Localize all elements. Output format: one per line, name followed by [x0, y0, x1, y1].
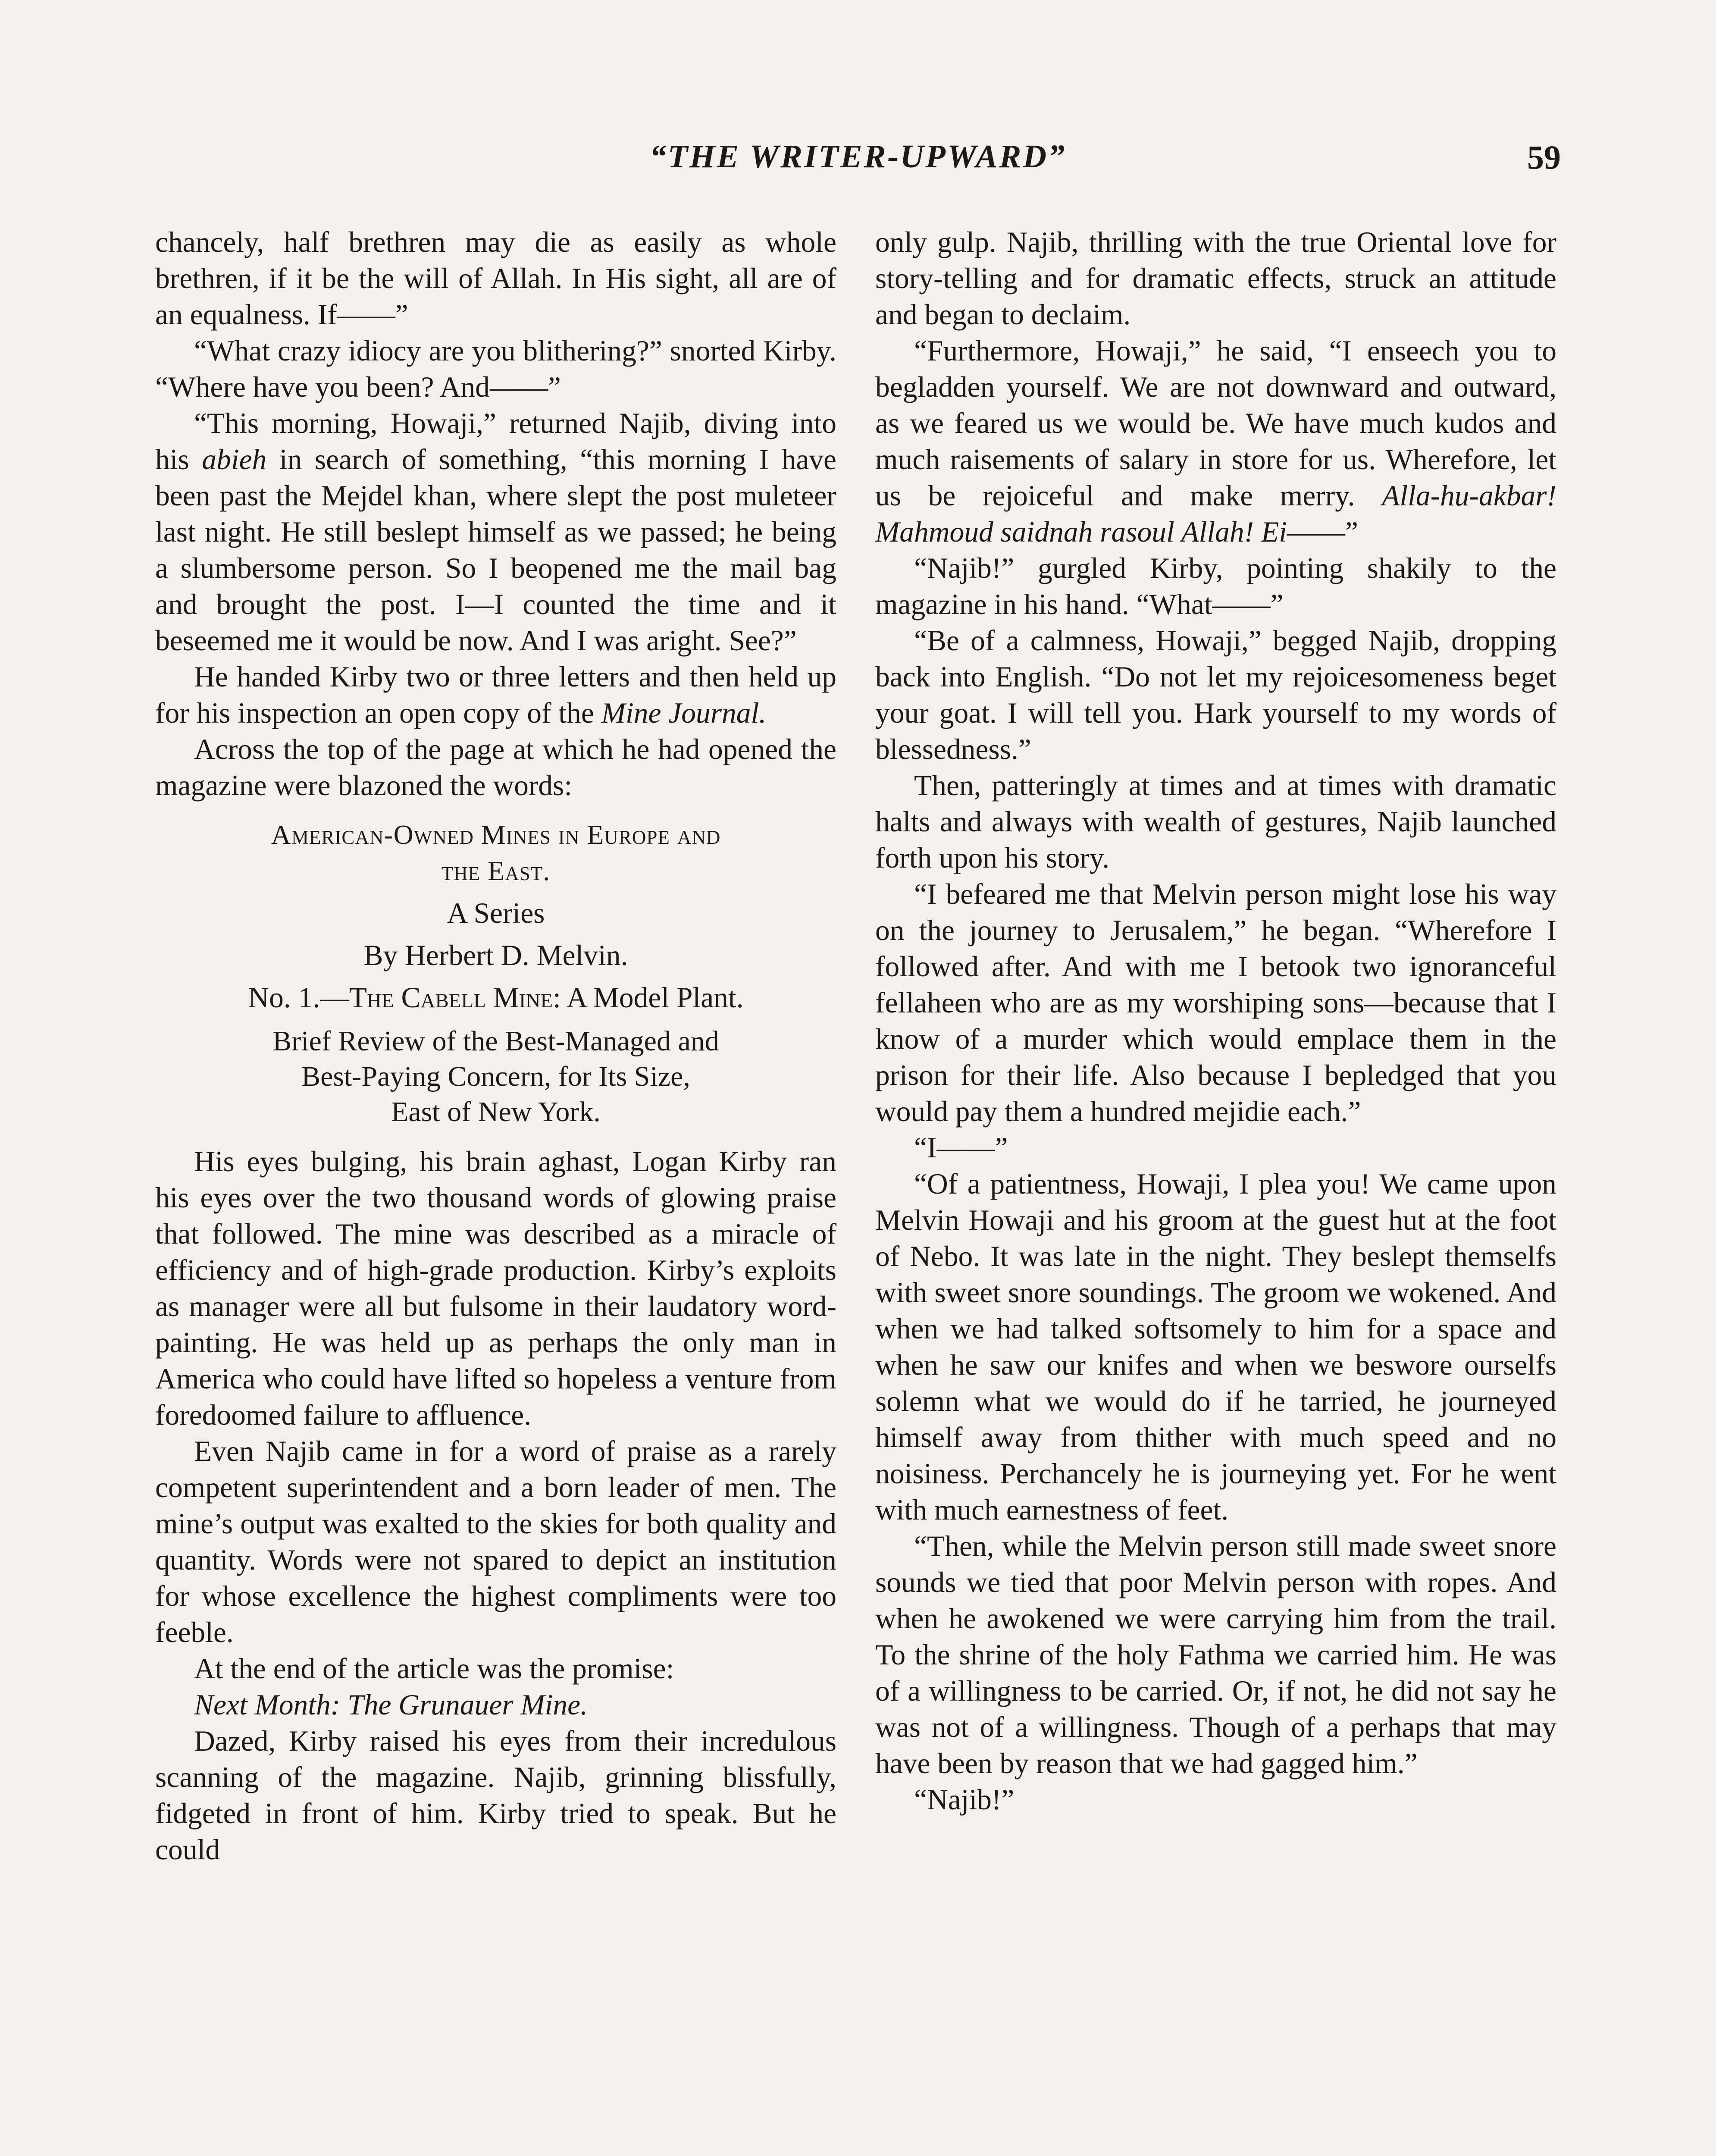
- summary-line: Best-Paying Concern, for Its Size,: [301, 1061, 690, 1092]
- paragraph: “Najib!” gurgled Kirby, pointing shakily to the magazine in his hand. “What——”: [875, 552, 1556, 620]
- page-header: [155, 138, 1561, 185]
- paragraph: [875, 333, 1556, 550]
- page-number: 59: [1527, 138, 1561, 176]
- paragraph: chancely, half brethren may die as easily as whole brethren, if it be the will of Allah. In His sight, all are of an equalness. If——”: [155, 226, 836, 331]
- paragraph: “I——”: [914, 1131, 1008, 1164]
- paragraph: “Najib!”: [914, 1783, 1015, 1816]
- paragraph: Across the top of the page at which he had opened the magazine were blazoned the words:: [155, 733, 836, 802]
- paragraph: only gulp. Najib, thrilling with the true Oriental love for story-telling and for dramatic effects, struck an attitude and began to declaim.: [875, 226, 1556, 331]
- text-run: in search of something, “this morning I have been past the Mejdel khan, where slept the post muleteer last night. He still beslept himself as we passed; he being a slumbersome person. So I beopened me the mail bag and brought the post. I—I counted the time and it beseemed me it would be now. And I was aright. See?”: [155, 443, 836, 657]
- paragraph: “Of a patientness, Howaji, I plea you! We came upon Melvin Howaji and his groom at the guest hut at the foot of Nebo. It was late in the night. They beslept themselfs with sweet snore soundings. The groom we wokened. And when we had talked softsomely to him for a space and when he saw our knifes and when we beswore ourselfs solemn what we would do if he tarried, he journeyed himself away from thither with much speed and no noisiness. Perchancely he is journeying yet. For he went with much earnestness of feet.: [875, 1168, 1556, 1526]
- paragraph: Dazed, Kirby raised his eyes from their incredulous scanning of the magazine. Najib, grinning blissfully, fidgeted in front of him. Kirby tried to speak. But he could: [155, 1725, 836, 1866]
- article-subtitle: [155, 980, 836, 1016]
- text-run: The Cabell Mine: [349, 981, 553, 1014]
- paragraph: At the end of the article was the promise:: [194, 1652, 674, 1685]
- paragraph: His eyes bulging, his brain aghast, Logan Kirby ran his eyes over the two thousand words of glowing praise that followed. The mine was described as a miracle of efficiency and of high-grade production. Kirby’s exploits as manager were all but fulsome in their laudatory word-painting. He was held up as perhaps the only man in America who could have lifted so hopeless a venture from foredoomed failure to affluence.: [155, 1145, 836, 1431]
- text-run: Alla-hu-akbar! Mahmoud saidnah rasoul Allah! Ei: [875, 479, 1556, 548]
- article-summary: [155, 1024, 836, 1130]
- text-run: ——”: [1287, 516, 1358, 548]
- running-title: “THE WRITER-UPWARD”: [649, 138, 1067, 175]
- text-run: abieh: [202, 443, 267, 476]
- paragraph: Next Month: The Grunauer Mine.: [194, 1689, 588, 1721]
- paragraph: “What crazy idiocy are you blithering?” snorted Kirby. “Where have you been? And——”: [155, 335, 836, 403]
- left-column: [155, 224, 836, 1868]
- paragraph: “Then, while the Melvin person still made sweet snore sounds we tied that poor Melvin person with ropes. And when he awokened we were carrying him from the trail. To the shrine of the holy Fathma we carried him. He was of a willingness to be carried. Or, if not, he did not say he was not of a willingness. Though of a perhaps that may have been by reason that we had gagged him.”: [875, 1530, 1556, 1780]
- article-byline: By Herbert D. Melvin.: [363, 939, 628, 971]
- paragraph: “I befeared me that Melvin person might lose his way on the journey to Jerusalem,” he began. “Wherefore I followed after. And with me I betook two ignoranceful fellaheen who are as my worshiping sons—because that I know of a murder which would emplace them in the prison for their life. Also because I bepledged that you would pay them a hundred mejidie each.”: [875, 878, 1556, 1128]
- text-run: No. 1.—: [248, 981, 349, 1014]
- text-run: “Furthermore, Howaji,” he said, “I enseech you to begladden yourself. We are not downward and outward, as we feared us we would be. We have much kudos and much raisements of salary in store for us. Wherefore, let us be rejoiceful and make merry.: [875, 335, 1556, 512]
- paragraph: “Be of a calmness, Howaji,” begged Najib, dropping back into English. “Do not let my rejoicesomeness beget your goat. I will tell you. Hark yourself to my words of blessedness.”: [875, 624, 1556, 765]
- article-title-line: American-Owned Mines in Europe and: [271, 819, 721, 850]
- paragraph: [155, 659, 836, 731]
- text-run: He handed Kirby two or three letters and then held up for his inspection an open copy of the: [155, 661, 836, 729]
- paragraph: [155, 405, 836, 659]
- summary-line: East of New York.: [391, 1096, 601, 1128]
- paragraph: Even Najib came in for a word of praise as a rarely competent superintendent and a born leader of men. The mine’s output was exalted to the skies for both quality and quantity. Words were not spared to depict an institution for whose excellence the highest compliments were too feeble.: [155, 1435, 836, 1648]
- text-run: : A Model Plant.: [553, 981, 744, 1014]
- right-column: [875, 224, 1556, 1818]
- summary-line: Brief Review of the Best-Managed and: [272, 1025, 719, 1057]
- text-run: “This morning, Howaji,” returned Najib, diving into his: [155, 407, 836, 476]
- article-series: A Series: [447, 897, 545, 929]
- article-title-line: the East.: [441, 856, 551, 886]
- text-run: Mine Journal.: [601, 697, 767, 729]
- paragraph: Then, patteringly at times and at times with dramatic halts and always with wealth of gestures, Najib launched forth upon his story.: [875, 769, 1556, 874]
- article-title: [155, 817, 836, 889]
